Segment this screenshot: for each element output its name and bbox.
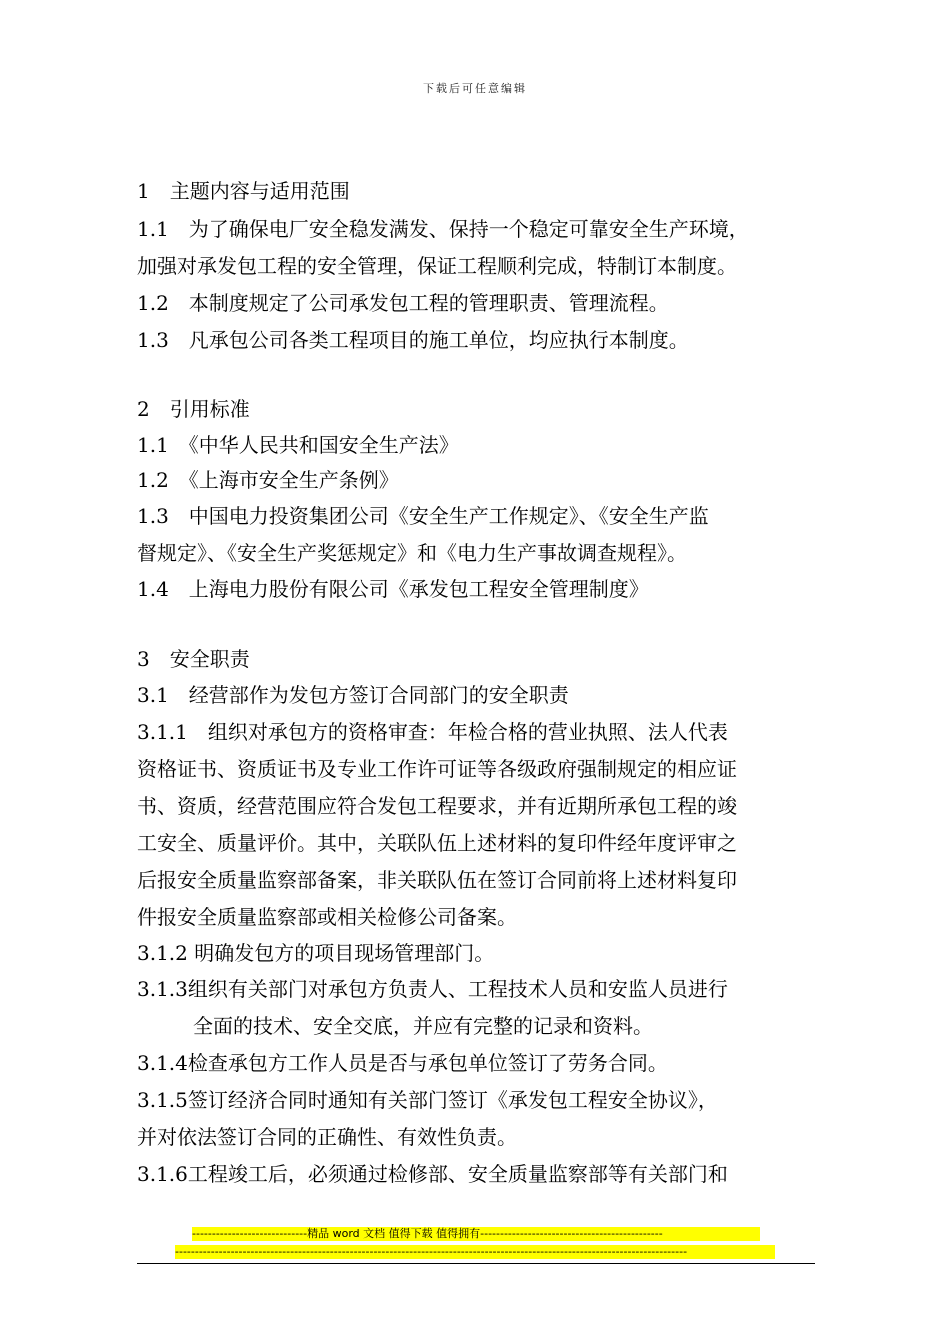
paragraph-line: 3.1.2 明确发包方的项目现场管理部门。 bbox=[137, 941, 495, 965]
footer-banner: -----------------------------精品 word 文档 值得下载 值得拥有---------------------------------------------- bbox=[192, 1227, 760, 1241]
paragraph-line: 3.1.3组织有关部门对承包方负责人、工程技术人员和安监人员进行 bbox=[137, 977, 728, 1001]
section-heading-2: 2 引用标准 bbox=[137, 397, 250, 421]
paragraph-line-indented: 全面的技术、安全交底，并应有完整的记录和资料。 bbox=[193, 1014, 653, 1038]
paragraph-line: 1.2 《上海市安全生产条例》 bbox=[137, 468, 399, 492]
footer-dash-line: --------------------------------------------------------------------------------------------------------------------------------- bbox=[175, 1245, 775, 1259]
paragraph-line: 件报安全质量监察部或相关检修公司备案。 bbox=[137, 905, 517, 929]
section-heading-1: 1 主题内容与适用范围 bbox=[137, 179, 350, 203]
paragraph-line: 资格证书、资质证书及专业工作许可证等各级政府强制规定的相应证 bbox=[137, 757, 737, 781]
section-heading-3: 3 安全职责 bbox=[137, 647, 250, 671]
paragraph-line: 3.1.4检查承包方工作人员是否与承包单位签订了劳务合同。 bbox=[137, 1051, 668, 1075]
page-header: 下载后可任意编辑 bbox=[423, 82, 527, 95]
paragraph-line: 书、资质，经营范围应符合发包工程要求，并有近期所承包工程的竣 bbox=[137, 794, 737, 818]
paragraph-line: 1.4 上海电力股份有限公司《承发包工程安全管理制度》 bbox=[137, 577, 649, 601]
paragraph-line: 1.2 本制度规定了公司承发包工程的管理职责、管理流程。 bbox=[137, 291, 669, 315]
paragraph-line: 督规定》、《安全生产奖惩规定》和《电力生产事故调查规程》。 bbox=[137, 541, 687, 565]
paragraph-line: 1.1 为了确保电厂安全稳发满发、保持一个稳定可靠安全生产环境， bbox=[137, 217, 749, 241]
paragraph-line: 工安全、质量评价。其中，关联队伍上述材料的复印件经年度评审之 bbox=[137, 831, 737, 855]
paragraph-line: 3.1 经营部作为发包方签订合同部门的安全职责 bbox=[137, 683, 569, 707]
footer-rule bbox=[137, 1263, 815, 1264]
paragraph-line: 1.1 《中华人民共和国安全生产法》 bbox=[137, 433, 459, 457]
paragraph-line: 加强对承发包工程的安全管理，保证工程顺利完成，特制订本制度。 bbox=[137, 254, 737, 278]
paragraph-line: 3.1.5签订经济合同时通知有关部门签订《承发包工程安全协议》， bbox=[137, 1088, 718, 1112]
paragraph-line: 1.3 中国电力投资集团公司《安全生产工作规定》、《安全生产监 bbox=[137, 504, 709, 528]
paragraph-line: 1.3 凡承包公司各类工程项目的施工单位，均应执行本制度。 bbox=[137, 328, 689, 352]
paragraph-line: 并对依法签订合同的正确性、有效性负责。 bbox=[137, 1125, 517, 1149]
paragraph-line: 3.1.6工程竣工后，必须通过检修部、安全质量监察部等有关部门和 bbox=[137, 1162, 728, 1186]
paragraph-line: 后报安全质量监察部备案，非关联队伍在签订合同前将上述材料复印 bbox=[137, 868, 737, 892]
paragraph-line: 3.1.1 组织对承包方的资格审查：年检合格的营业执照、法人代表 bbox=[137, 720, 728, 744]
